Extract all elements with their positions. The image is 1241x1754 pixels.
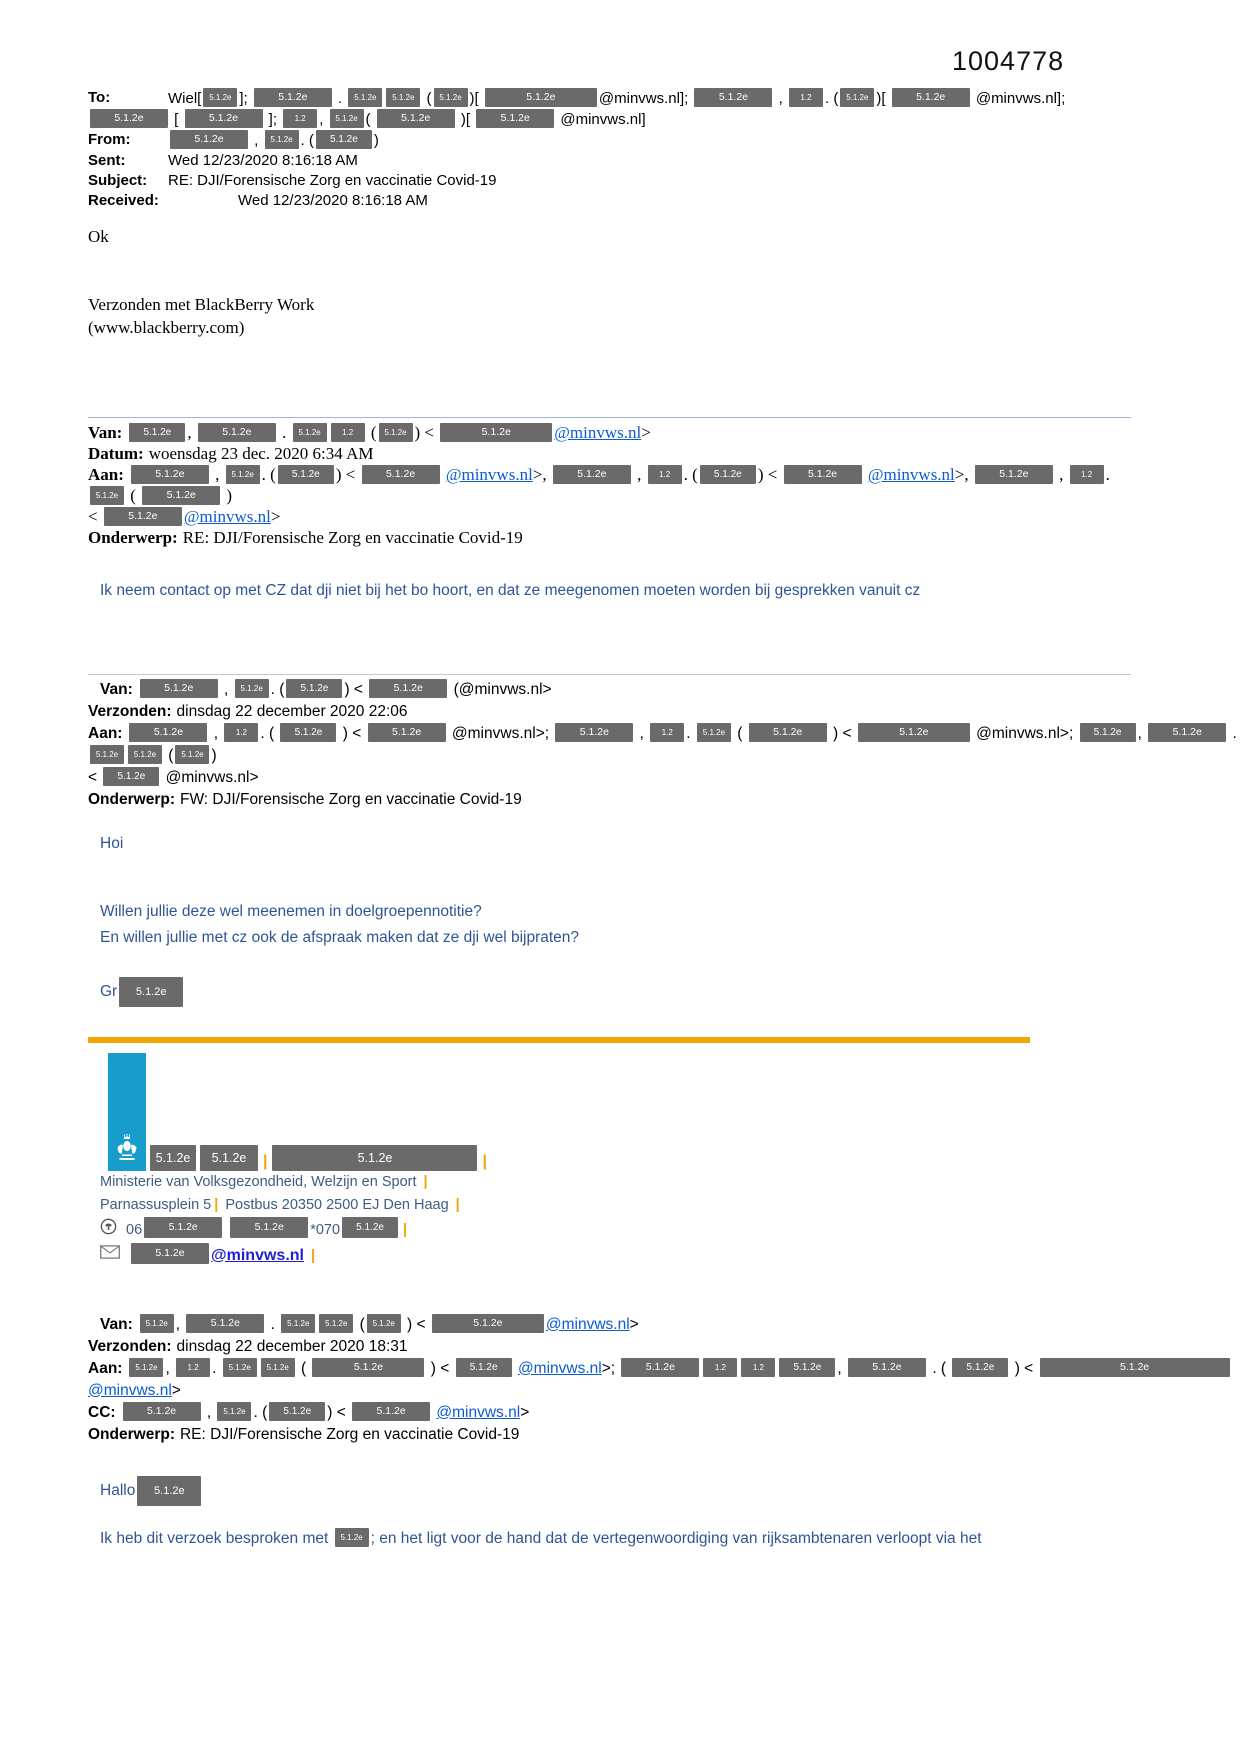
text-run: (: [164, 747, 174, 764]
redaction-box: 5.1.2e: [952, 1358, 1008, 1377]
redaction-box: 5.1.2e: [975, 465, 1053, 484]
email1-body: Ik neem contact op met CZ dat dji niet bij het bo hoort, en dat ze meegenomen moeten worden bij gesprekken vanuit cz: [100, 582, 921, 599]
text-run: ,: [250, 132, 263, 149]
text-run: 06: [122, 1222, 143, 1238]
email2-body: [88, 899, 1151, 951]
aan-label: Aan:: [88, 725, 123, 742]
text-run: @minvws.nl>;: [447, 725, 554, 742]
redaction-box: 1.2: [176, 1358, 210, 1377]
redaction-box: 1.2: [741, 1358, 775, 1377]
email3-body: [88, 1528, 1151, 1548]
separator-pipe: |: [403, 1222, 408, 1238]
blackberry-line2: (www.blackberry.com): [88, 318, 245, 337]
to-label: To:: [88, 89, 111, 106]
text-run: ) <: [327, 1403, 351, 1421]
phone-icon: [100, 1218, 117, 1243]
redaction-box: 5.1.2e: [230, 1217, 308, 1238]
text-run: @minvws.nl];: [598, 90, 693, 107]
redaction-box: 5.1.2e: [779, 1358, 835, 1377]
text-run: [125, 1248, 129, 1264]
email3-verzonden-row: [88, 1336, 1238, 1358]
aan-value: [88, 725, 1237, 786]
redaction-box: 5.1.2e: [129, 723, 207, 742]
text-run: (: [126, 486, 141, 505]
text-run: (@minvws.nl>: [449, 681, 552, 698]
text-run: ) <: [414, 423, 439, 442]
redaction-box: 5.1.2e: [330, 109, 364, 128]
text-run: ,: [774, 90, 787, 107]
redaction-box: 5.1.2e: [186, 1314, 264, 1333]
email-link[interactable]: @minvws.nl: [867, 465, 955, 484]
text-run: ) <: [1010, 1359, 1038, 1377]
text-run: Hallo: [100, 1481, 136, 1499]
email-link[interactable]: @minvws.nl: [436, 1403, 521, 1421]
document-number: 1004778: [952, 46, 1065, 76]
quoted-email-3: [88, 1314, 1151, 1446]
signature-name-row: [148, 1145, 490, 1171]
redaction-box: 5.1.2e: [128, 745, 162, 764]
text-run: ,: [210, 465, 224, 484]
text-run: .: [277, 423, 291, 442]
redaction-box: 5.1.2e: [170, 130, 248, 149]
verzonden-label: Verzonden:: [88, 1337, 172, 1355]
subject-label: Subject:: [88, 172, 148, 189]
signature-phone-line: [88, 1217, 1151, 1243]
text-run: >: [629, 1315, 639, 1333]
signature-orange-rule: [88, 1037, 1030, 1043]
text-run: ];: [264, 111, 282, 128]
text-run: ): [211, 747, 217, 764]
text-run: ): [373, 132, 379, 149]
text-run: ,: [1054, 465, 1068, 484]
email-link[interactable]: @minvws.nl: [517, 1359, 602, 1377]
separator-pipe: |: [311, 1247, 316, 1264]
onderwerp-label: Onderwerp:: [88, 791, 175, 808]
signature-org-line: [88, 1171, 1151, 1194]
blackberry-line1: Verzonden met BlackBerry Work: [88, 295, 315, 314]
aan-label: Aan:: [88, 1359, 123, 1377]
text-run: ,: [632, 465, 646, 484]
text-run: ,: [175, 1315, 185, 1333]
email2-aan-row: [88, 723, 1238, 789]
cc-value: [121, 1404, 530, 1421]
redaction-box: 1.2: [789, 88, 823, 107]
redaction-box: 5.1.2e: [858, 723, 970, 742]
sent-label: Sent:: [88, 152, 126, 169]
text-run: @minvws.nl>: [161, 769, 259, 786]
redaction-box: 5.1.2e: [352, 1402, 430, 1421]
verzonden-value: dinsdag 22 december 2020 18:31: [176, 1337, 408, 1355]
redaction-box: 5.1.2e: [131, 465, 209, 484]
text-run: ) <: [828, 725, 856, 742]
email-link[interactable]: @minvws.nl: [554, 423, 642, 442]
received-label: Received:: [88, 192, 159, 209]
redaction-box: 5.1.2e: [185, 109, 263, 128]
cc-label: CC:: [88, 1403, 116, 1421]
email2-body-line1: Willen jullie deze wel meenemen in doelgroepennotitie?: [100, 903, 482, 920]
text-run: @minvws.nl]: [556, 111, 646, 128]
text-run: @minvws.nl];: [971, 90, 1066, 107]
separator-pipe: |: [423, 1174, 428, 1190]
redaction-box: 5.1.2e: [140, 1314, 174, 1333]
separator-pipe: |: [455, 1197, 460, 1213]
text-run: >;: [601, 1359, 620, 1377]
email2-signoff: [88, 977, 1151, 1007]
email3-greeting: [88, 1476, 1151, 1506]
header-row-from: [88, 130, 1151, 151]
redaction-box: 5.1.2e: [848, 1358, 926, 1377]
onderwerp-value: FW: DJI/Forensische Zorg en vaccinatie Covid-19: [179, 791, 522, 808]
redaction-box: 5.1.2e: [700, 465, 756, 484]
email-link[interactable]: @minvws.nl: [211, 1246, 304, 1264]
email1-datum-row: [88, 443, 1151, 464]
redaction-box: 5.1.2e: [203, 88, 237, 107]
text-run: ,: [837, 1359, 847, 1377]
van-value: [127, 423, 650, 442]
email-link[interactable]: @minvws.nl: [545, 1315, 630, 1333]
van-value: [138, 681, 552, 698]
redaction-box: 1.2: [283, 109, 317, 128]
redaction-box: 5.1.2e: [784, 465, 862, 484]
email1-van-row: [88, 422, 1151, 443]
redaction-box: 5.1.2e: [697, 723, 731, 742]
van-value: [138, 1316, 639, 1333]
text-run: *070: [310, 1222, 341, 1238]
redaction-box: 1.2: [331, 423, 365, 442]
text-run: Gr: [100, 983, 118, 1001]
redaction-box: 5.1.2e: [198, 423, 276, 442]
text-run: [: [170, 111, 183, 128]
redaction-box: 5.1.2e: [1040, 1358, 1230, 1377]
text-run: (: [422, 90, 432, 107]
text-run: Ministerie van Volksgezondheid, Welzijn en Sport: [100, 1174, 421, 1190]
divider-line: [88, 417, 1131, 418]
redaction-box: 5.1.2e: [217, 1402, 251, 1421]
redaction-box: 5.1.2e: [278, 465, 334, 484]
text-run: . (: [824, 90, 839, 107]
text-run: )[: [456, 111, 475, 128]
signature-logo-row: [88, 1053, 1151, 1171]
email2-van-row: [88, 679, 1241, 701]
subject-value: RE: DJI/Forensische Zorg en vaccinatie Covid-19: [168, 172, 497, 189]
redaction-box: 1.2: [650, 723, 684, 742]
quoted-email-1: [88, 422, 1151, 548]
redaction-box: 5.1.2e: [319, 1314, 353, 1333]
signature-mail-line: [88, 1243, 1151, 1268]
text-run: . (: [261, 465, 276, 484]
redaction-box: 5.1.2e: [485, 88, 597, 107]
redaction-box: 5.1.2e: [476, 109, 554, 128]
redaction-box: 5.1.2e: [335, 1528, 369, 1547]
text-run: ,: [165, 1359, 175, 1377]
text-run: .: [1105, 465, 1110, 484]
redaction-box: 1.2: [703, 1358, 737, 1377]
text-run: >: [270, 507, 281, 526]
email1-onderwerp-row: [88, 527, 1151, 548]
redaction-box: 5.1.2e: [1080, 723, 1136, 742]
redaction-box: 5.1.2e: [286, 679, 342, 698]
redaction-box: 5.1.2e: [694, 88, 772, 107]
van-label: Van:: [88, 423, 123, 442]
redaction-box: 5.1.2e: [265, 130, 299, 149]
text-run: ,: [1137, 725, 1147, 742]
redaction-box: 5.1.2e: [103, 767, 159, 786]
header-row-received: [88, 191, 1151, 211]
redaction-box: 5.1.2e: [223, 1358, 257, 1377]
from-label: From:: [88, 131, 131, 148]
text-run: >: [171, 1381, 181, 1399]
separator-pipe: |: [263, 1153, 268, 1170]
redaction-box: 5.1.2e: [119, 977, 183, 1007]
email-link[interactable]: @minvws.nl: [183, 507, 271, 526]
email3-onderwerp-row: [88, 1424, 1238, 1446]
redaction-box: 5.1.2e: [293, 423, 327, 442]
redaction-box: 5.1.2e: [235, 679, 269, 698]
redaction-box: 5.1.2e: [254, 88, 332, 107]
redaction-box: 5.1.2e: [440, 423, 552, 442]
redaction-box: 1.2: [1070, 465, 1104, 484]
onderwerp-label: Onderwerp:: [88, 528, 178, 547]
text-run: . (: [270, 681, 285, 698]
rijksoverheid-emblem: [112, 1132, 142, 1165]
from-value: [168, 132, 379, 149]
datum-value: woensdag 23 dec. 2020 6:34 AM: [148, 444, 374, 463]
separator-pipe: |: [214, 1197, 219, 1213]
redaction-box: 5.1.2e: [368, 723, 446, 742]
redaction-box: 5.1.2e: [281, 1314, 315, 1333]
redaction-box: 5.1.2e: [269, 1402, 325, 1421]
aan-value: [88, 465, 1110, 526]
divider-line: [88, 674, 1131, 675]
text-run: [224, 1222, 228, 1238]
van-label: Van:: [100, 1315, 133, 1333]
redaction-box: 5.1.2e: [840, 88, 874, 107]
email1-aan-row: [88, 464, 1151, 527]
text-run: >,: [954, 465, 973, 484]
text-run: ,: [202, 1403, 216, 1421]
onderwerp-value: RE: DJI/Forensische Zorg en vaccinatie Covid-19: [182, 528, 523, 547]
redaction-box: 5.1.2e: [123, 1402, 201, 1421]
text-run: . (: [683, 465, 698, 484]
text-run: (: [732, 725, 747, 742]
redaction-box: 5.1.2e: [434, 88, 468, 107]
redaction-box: 5.1.2e: [377, 109, 455, 128]
text-run: <: [88, 769, 102, 786]
redaction-box: 5.1.2e: [104, 507, 182, 526]
email3-van-row: [88, 1314, 1241, 1336]
email3-cc-row: [88, 1402, 1238, 1424]
email2-greeting: Hoi: [100, 835, 124, 852]
text-run: . (: [300, 132, 314, 149]
email2-onderwerp-row: [88, 789, 1238, 811]
text-run: )[: [876, 90, 890, 107]
text-run: ,: [319, 111, 328, 128]
to-value: [88, 90, 1065, 128]
van-label: Van:: [100, 681, 133, 698]
reply-text: Ok: [88, 227, 109, 246]
text-run: >,: [532, 465, 551, 484]
text-run: ) <: [402, 1315, 430, 1333]
text-run: .: [1228, 725, 1237, 742]
onderwerp-value: RE: DJI/Forensische Zorg en vaccinatie Covid-19: [179, 1425, 520, 1443]
text-run: . (: [253, 1403, 268, 1421]
text-run: .: [686, 725, 695, 742]
mail-icon: [100, 1244, 120, 1267]
redaction-box: 5.1.2e: [129, 423, 185, 442]
verzonden-label: Verzonden:: [88, 703, 172, 720]
received-value: Wed 12/23/2020 8:16:18 AM: [238, 192, 428, 209]
text-run: .: [266, 1315, 280, 1333]
redaction-box: 5.1.2e: [749, 723, 827, 742]
redaction-box: 5.1.2e: [142, 486, 220, 505]
aan-label: Aan:: [88, 465, 124, 484]
text-run: ) <: [344, 681, 368, 698]
redaction-box: 5.1.2e: [386, 88, 420, 107]
text-run: (: [366, 423, 377, 442]
email-link[interactable]: @minvws.nl: [445, 465, 533, 484]
redaction-box: 5.1.2e: [90, 486, 124, 505]
redaction-box: 5.1.2e: [456, 1358, 512, 1377]
datum-label: Datum:: [88, 444, 144, 463]
text-run: .: [212, 1359, 221, 1377]
text-run: ) <: [426, 1359, 454, 1377]
email3-aan-row: [88, 1358, 1238, 1402]
signature-address-line: [88, 1194, 1151, 1217]
redaction-box: 5.1.2e: [200, 1145, 258, 1171]
redaction-box: 5.1.2e: [892, 88, 970, 107]
redaction-box: 5.1.2e: [369, 679, 447, 698]
redaction-box: 5.1.2e: [272, 1145, 477, 1171]
redaction-box: 5.1.2e: [144, 1217, 222, 1238]
redaction-box: 5.1.2e: [261, 1358, 295, 1377]
redaction-box: 5.1.2e: [140, 679, 218, 698]
redaction-box: 5.1.2e: [90, 745, 124, 764]
text-run: ) <: [338, 725, 366, 742]
text-run: . (: [260, 725, 279, 742]
redaction-box: 5.1.2e: [150, 1145, 196, 1171]
onderwerp-label: Onderwerp:: [88, 1425, 175, 1443]
email2-body-line2: En willen jullie met cz ook de afspraak maken dat ze dji wel bijpraten?: [100, 929, 580, 946]
text-run: @minvws.nl>;: [971, 725, 1078, 742]
text-run: )[: [469, 90, 483, 107]
text-run: ,: [635, 725, 649, 742]
separator-pipe: |: [482, 1153, 487, 1170]
redaction-box: 5.1.2e: [342, 1217, 398, 1238]
email-link[interactable]: @minvws.nl: [88, 1381, 172, 1399]
redaction-box: 5.1.2e: [362, 465, 440, 484]
text-run: <: [88, 507, 102, 526]
redaction-box: 5.1.2e: [137, 1476, 201, 1506]
text-run: ): [222, 486, 233, 505]
redaction-box: 5.1.2e: [348, 88, 382, 107]
text-run: ,: [219, 681, 233, 698]
redaction-box: 5.1.2e: [129, 1358, 163, 1377]
text-run: ,: [209, 725, 223, 742]
text-run: ) <: [757, 465, 782, 484]
text-run: >: [641, 423, 651, 442]
text-run: >: [520, 1403, 530, 1421]
text-run: (: [355, 1315, 365, 1333]
redaction-box: 5.1.2e: [316, 130, 372, 149]
aan-value: [88, 1360, 1232, 1399]
sent-value: Wed 12/23/2020 8:16:18 AM: [168, 152, 358, 169]
quoted-email-2: [88, 679, 1237, 811]
text-run: Wiel[: [168, 90, 202, 107]
verzonden-value: dinsdag 22 december 2020 22:06: [176, 703, 408, 720]
text-run: ; en het ligt voor de hand dat de vertegenwoordiging van rijksambtenaren verloopt via het: [370, 1529, 982, 1547]
text-run: . (: [928, 1359, 951, 1377]
redaction-box: 5.1.2e: [131, 1243, 209, 1264]
redaction-box: 5.1.2e: [379, 423, 413, 442]
redaction-box: 5.1.2e: [555, 723, 633, 742]
text-run: ) <: [335, 465, 360, 484]
redaction-box: 5.1.2e: [312, 1358, 424, 1377]
redaction-box: 5.1.2e: [553, 465, 631, 484]
redaction-box: 5.1.2e: [1148, 723, 1226, 742]
text-run: Ik heb dit verzoek besproken met: [100, 1529, 333, 1547]
vws-logo: [108, 1053, 146, 1171]
text-run: ,: [187, 423, 196, 442]
redaction-box: 5.1.2e: [175, 745, 209, 764]
redaction-box: 5.1.2e: [226, 465, 260, 484]
redaction-box: 5.1.2e: [367, 1314, 401, 1333]
redaction-box: 5.1.2e: [90, 109, 168, 128]
text-run: (: [365, 111, 375, 128]
text-run: Postbus 20350 2500 EJ Den Haag: [221, 1197, 453, 1213]
text-run: Parnassusplein 5: [100, 1197, 212, 1213]
text-run: ];: [239, 90, 252, 107]
redaction-box: 5.1.2e: [280, 723, 336, 742]
header-row-to: [88, 88, 1151, 130]
redaction-box: 1.2: [224, 723, 258, 742]
redaction-box: 5.1.2e: [621, 1358, 699, 1377]
email2-verzonden-row: [88, 701, 1238, 723]
email-header: [88, 88, 1151, 211]
header-row-subject: [88, 171, 1151, 191]
text-run: (: [296, 1359, 311, 1377]
header-row-sent: [88, 151, 1151, 171]
text-run: .: [333, 90, 347, 107]
redaction-box: 5.1.2e: [432, 1314, 544, 1333]
redaction-box: 1.2: [648, 465, 682, 484]
